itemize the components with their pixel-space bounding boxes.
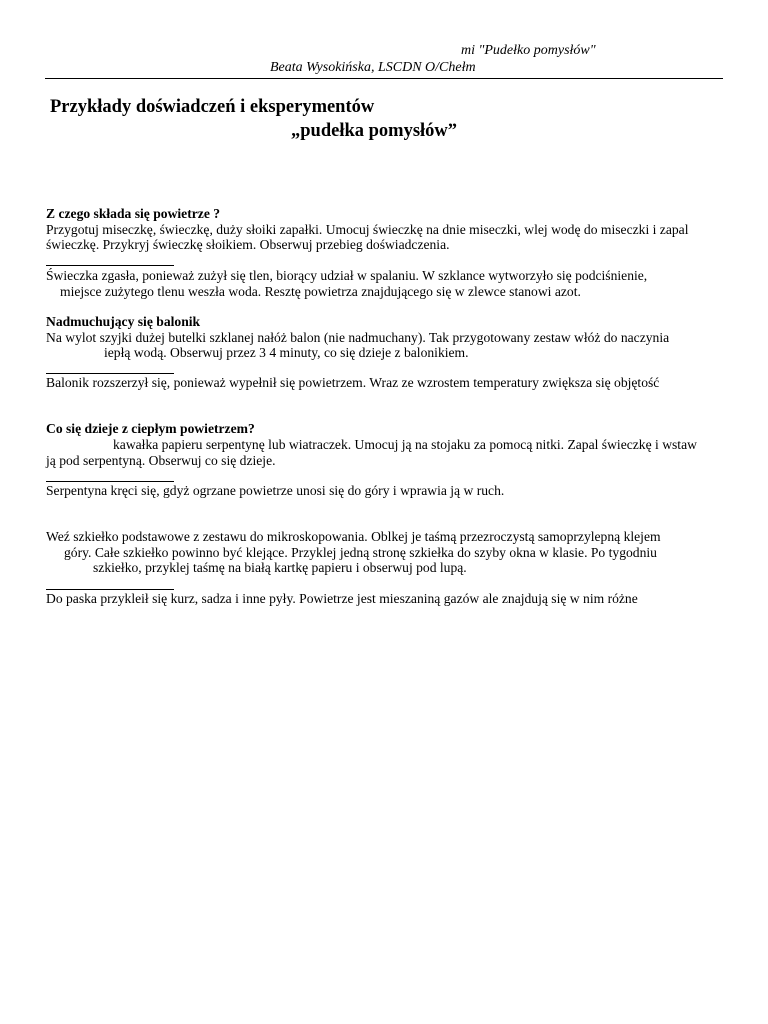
section-4-body-line: góry. Całe szkiełko powinno być klejące. Przyklej jedną stronę szkiełka do szyby okna w klasie. Po tygodniu [64,545,657,560]
section-1-result-line: Świeczka zgasła, ponieważ zużył się tlen, biorący udział w spalaniu. W szklance wytworzyło się podciśnienie, [46,268,648,283]
section-2-body-line: iepłą wodą. Obserwuj przez 3 4 minuty, co się dzieje z balonikiem. [104,345,469,360]
section-3-separator [46,481,174,482]
section-3-body-line: kawałka papieru serpentynę lub wiatraczek. Umocuj ją na stojaku za pomocą nitki. Zapal świeczkę i wstaw [113,437,697,452]
section-4-result-line: Do paska przyklеił się kurz, sadza i inne pyły. Powietrze jest mieszaniną gazów ale znajdują się w nim różne [46,591,638,606]
section-2-heading: Nadmuchujący się balonik [46,314,201,329]
section-4-body-line: Weź szkiełko podstawowe z zestawu do mikroskopowania. Oblkej je taśmą przezroczystą samoprzylepną klejem [46,529,661,544]
section-3-result-line: Serpentyna kręci się, gdyż ogrzane powietrze unosi się do góry i wprawia ją w ruch. [46,483,505,498]
section-1-result-line: miejsce zużytego tlenu weszła woda. Resztę powietrza znajdującego się w zlewce stanowi azot. [60,284,581,299]
header-author: Beata Wysokińska, LSCDN O/Chełm [270,60,476,75]
section-2-body-line: Na wylot szyjki dużej butelki szklanej nałóż balon (nie nadmuchany). Tak przygotowany zestaw włóż do naczynia [46,330,670,345]
section-3-heading: Co się dzieje z ciepłym powietrzem? [46,421,255,436]
section-2-separator [46,373,174,374]
section-1-separator [46,265,174,266]
page-title: Przykłady doświadczeń i eksperymentów [50,97,375,117]
header-course-title: mi "Pudełko pomysłów" [461,43,596,58]
header-rule [45,78,723,79]
section-1-body-line: Przygotuj miseczkę, świeczkę, duży słoiki zapałki. Umocuj świeczkę na dnie miseczki, wlej wodę do miseczki i zapal [46,222,689,237]
section-3-body-line: ją pod serpentyną. Obserwuj co się dzieje. [46,453,276,468]
section-4-body-line: szkiełko, przyklej taśmę na białą kartkę papieru i obserwuj pod lupą. [93,560,467,575]
page-subtitle: „pudełka pomysłów” [291,121,458,141]
section-1-body-line: świeczkę. Przykryj świeczkę słoikiem. Obserwuj przebieg doświadczenia. [46,237,450,252]
section-1-heading: Z czego składa się powietrze ? [46,206,221,221]
section-4-separator [46,589,174,590]
section-2-result-line: Balonik rozszerzył się, ponieważ wypełnił się powietrzem. Wraz ze wzrostem temperatury zwiększa się objętość [46,375,660,390]
